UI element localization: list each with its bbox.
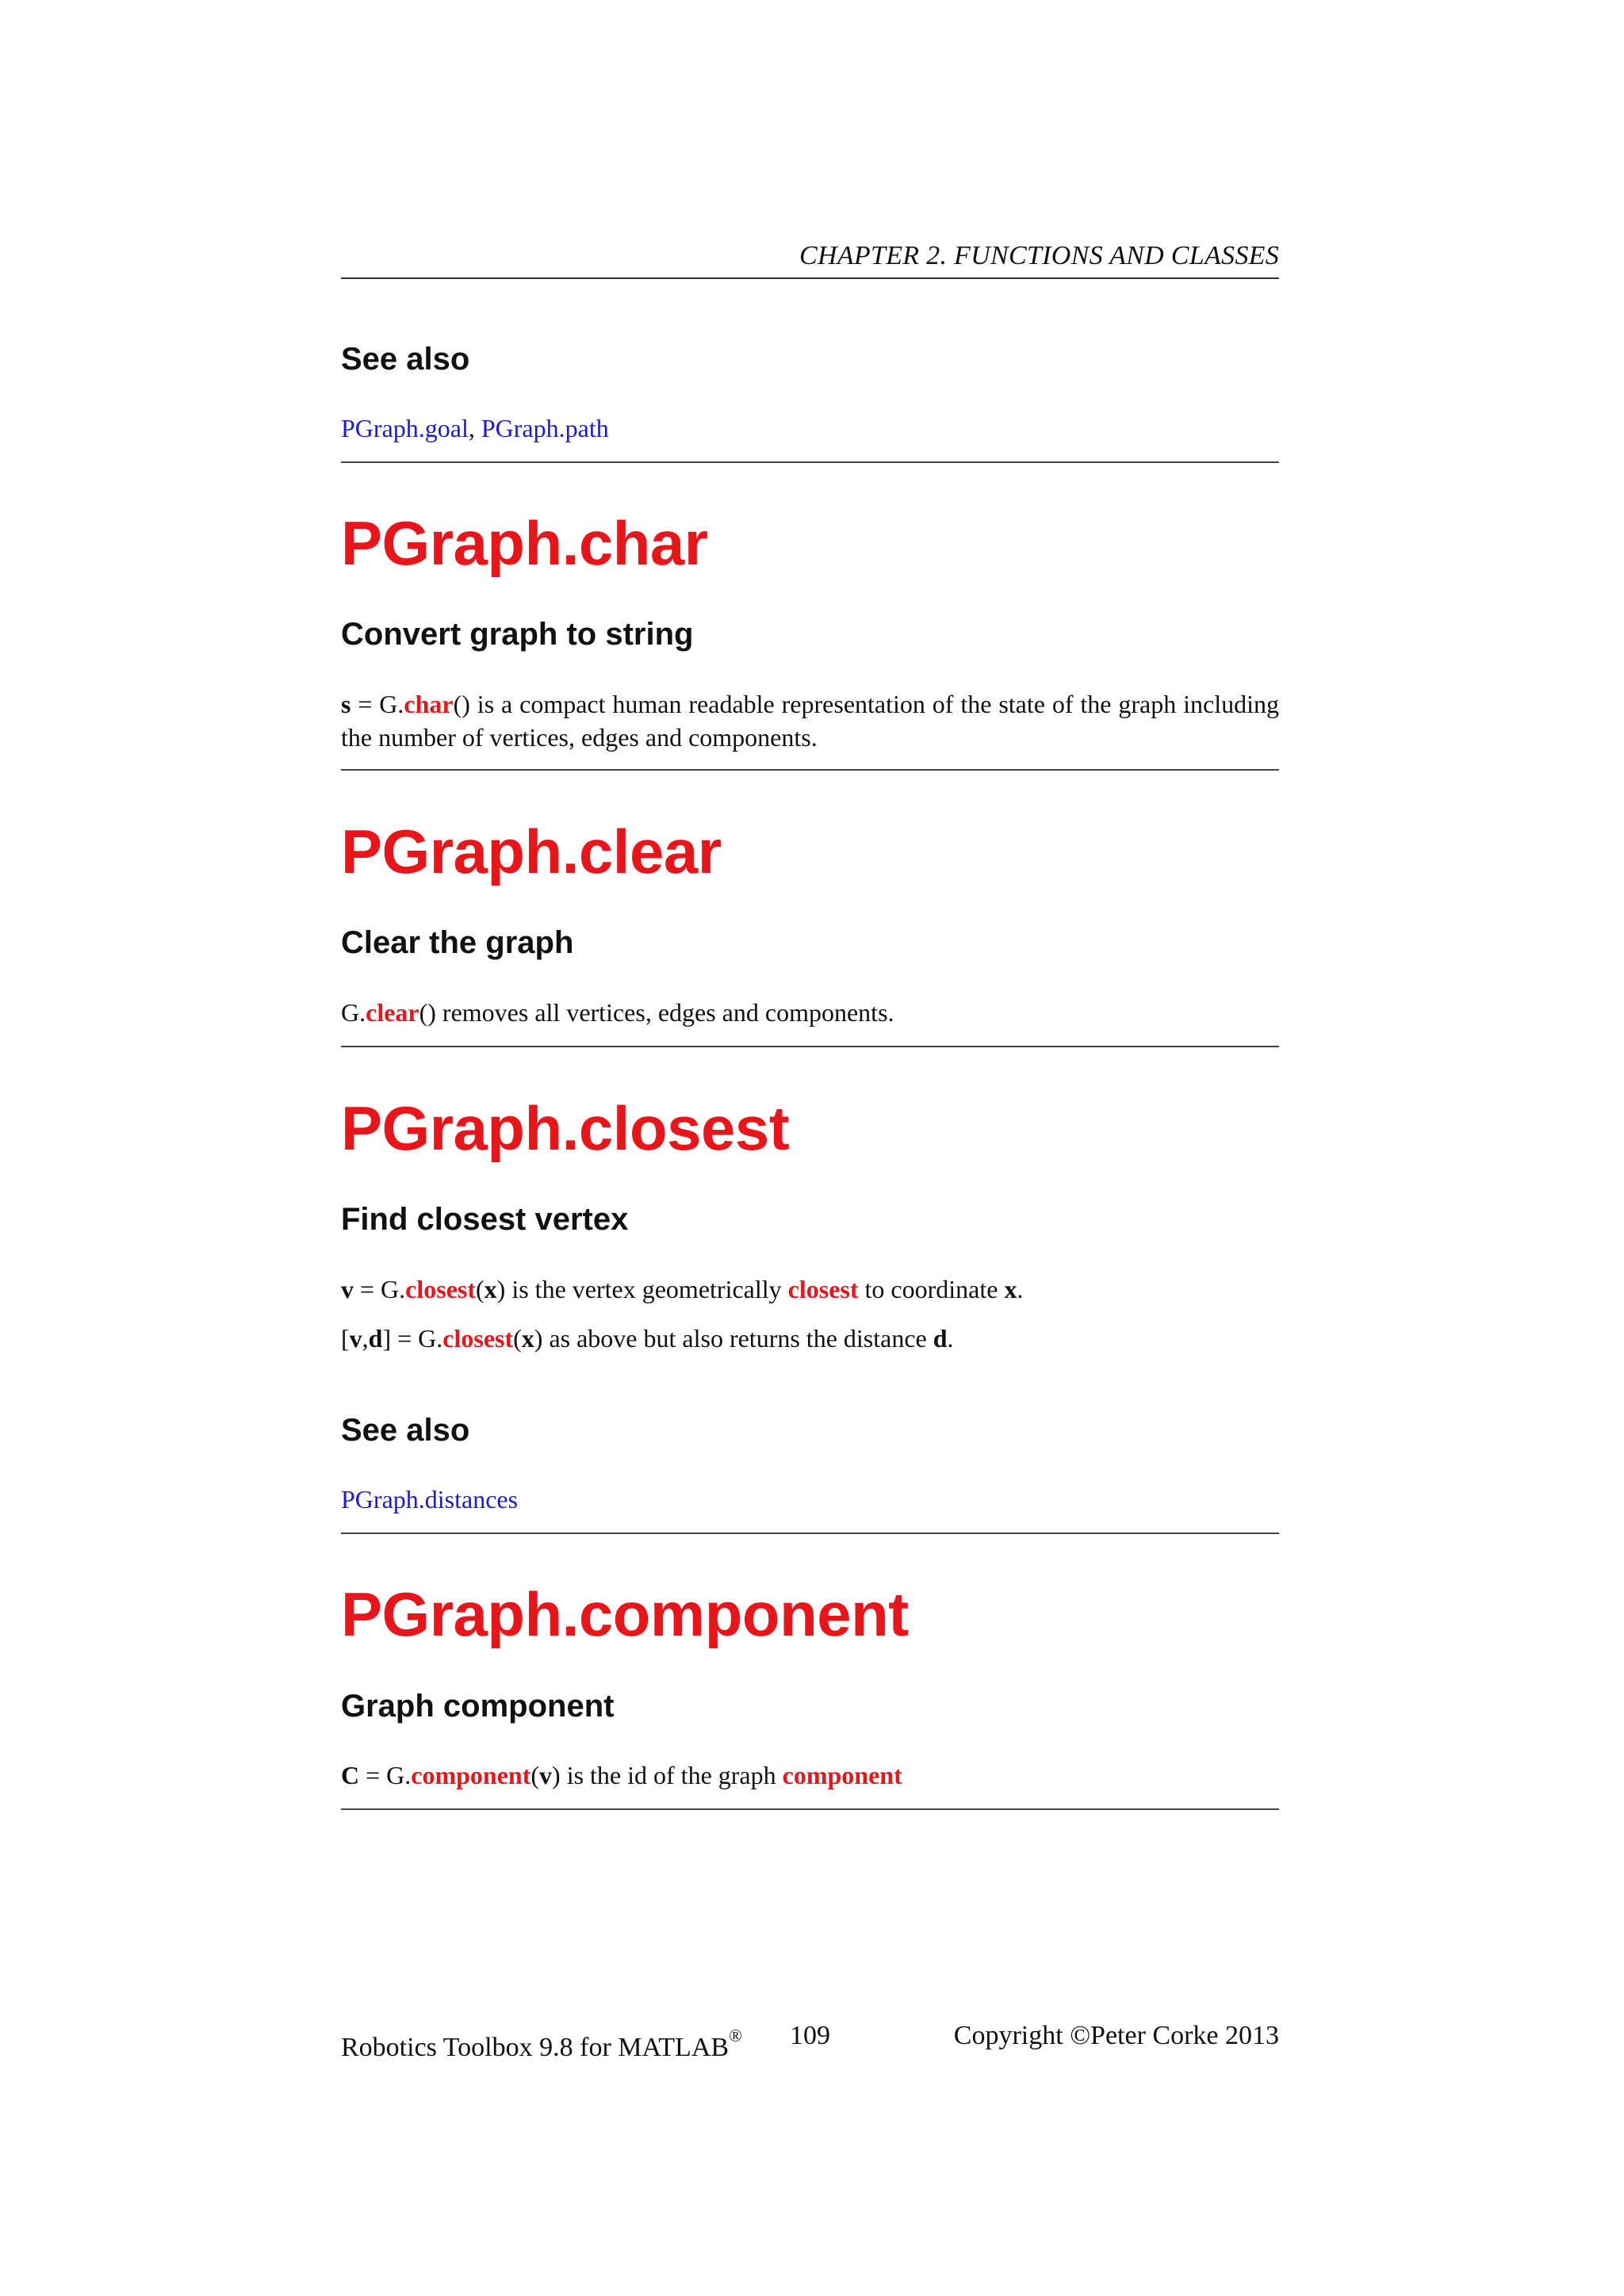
- section-divider: [341, 1808, 1279, 1810]
- see-also-links: [341, 1483, 1279, 1516]
- entry-description-component: [341, 1758, 1279, 1792]
- text-fragment: G.: [341, 998, 366, 1027]
- var-v: v: [539, 1761, 553, 1789]
- footer-title-text: Robotics Toolbox 9.8 for MATLAB: [341, 2033, 730, 2062]
- text-fragment: = G.: [359, 1761, 412, 1789]
- fn-closest: closest: [442, 1324, 514, 1353]
- var-x: x: [484, 1275, 497, 1303]
- link-pgraph-goal[interactable]: PGraph.goal: [341, 414, 469, 442]
- page-number: 109: [790, 2021, 830, 2050]
- section-divider: [341, 461, 1279, 463]
- copyright-symbol: ©: [1070, 2021, 1091, 2050]
- text-fragment: (: [530, 1761, 540, 1789]
- see-also-heading: See also: [341, 342, 470, 377]
- entry-subtitle-component: Graph component: [341, 1689, 615, 1724]
- text-fragment: = G.: [350, 690, 404, 718]
- text-fragment: ) is the id of the graph: [552, 1761, 783, 1789]
- keyword-closest: closest: [787, 1275, 859, 1303]
- see-also-links: [341, 411, 1279, 445]
- text-fragment: [: [341, 1324, 350, 1353]
- see-also-heading: See also: [341, 1413, 470, 1448]
- section-divider: [341, 769, 1279, 771]
- entry-description-clear: [341, 996, 1279, 1029]
- text-fragment: to coordinate: [858, 1275, 1005, 1303]
- entry-subtitle-closest: Find closest vertex: [341, 1202, 629, 1237]
- entry-description-closest-2: [341, 1322, 1279, 1355]
- section-divider: [341, 1046, 1279, 1047]
- entry-title-char: PGraph.char: [341, 508, 708, 578]
- text-fragment: Peter Corke 2013: [1090, 2021, 1279, 2050]
- var-d: d: [933, 1324, 948, 1353]
- var-v: v: [341, 1275, 354, 1303]
- link-pgraph-distances[interactable]: PGraph.distances: [341, 1485, 519, 1513]
- text-fragment: Copyright: [953, 2021, 1071, 2050]
- var-x: x: [521, 1324, 534, 1353]
- var-x: x: [1004, 1275, 1017, 1303]
- entry-title-component: PGraph.component: [341, 1579, 909, 1649]
- text-fragment: (: [513, 1324, 522, 1353]
- entry-title-clear: PGraph.clear: [341, 817, 722, 886]
- entry-description-closest-1: [341, 1272, 1279, 1306]
- entry-subtitle-clear: Clear the graph: [341, 925, 574, 960]
- text-fragment: () removes all vertices, edges and components.: [419, 998, 894, 1027]
- text-fragment: .: [947, 1324, 954, 1353]
- fn-char: char: [404, 690, 454, 718]
- text-fragment: ) as above but also returns the distance: [534, 1324, 933, 1353]
- footer-book-title: [341, 2018, 742, 2066]
- registered-mark: ®: [729, 2026, 742, 2045]
- entry-description-char: [341, 687, 1279, 754]
- keyword-component: component: [782, 1761, 902, 1789]
- text-fragment: () is a compact human readable representation of the state of the graph including the number of vertices, edges and components.: [341, 690, 1279, 752]
- text-fragment: .: [1017, 1275, 1024, 1303]
- entry-subtitle-char: Convert graph to string: [341, 617, 694, 652]
- text-fragment: = G.: [354, 1275, 406, 1303]
- text-fragment: (: [476, 1275, 485, 1303]
- footer-copyright: [954, 2018, 1279, 2054]
- fn-closest: closest: [405, 1275, 477, 1303]
- text-fragment: ] = G.: [382, 1324, 443, 1353]
- var-v: v: [349, 1324, 362, 1353]
- fn-component: component: [411, 1761, 531, 1789]
- entry-title-closest: PGraph.closest: [341, 1093, 790, 1163]
- var-c: C: [341, 1761, 360, 1789]
- var-s: s: [341, 690, 351, 718]
- link-separator: ,: [468, 414, 481, 442]
- var-d: d: [368, 1324, 383, 1353]
- section-divider: [341, 1533, 1279, 1534]
- link-pgraph-path[interactable]: PGraph.path: [481, 414, 609, 442]
- fn-clear: clear: [366, 998, 419, 1027]
- text-fragment: ) is the vertex geometrically: [496, 1275, 788, 1303]
- text-fragment: ,: [362, 1324, 369, 1353]
- running-header: CHAPTER 2. FUNCTIONS AND CLASSES: [341, 238, 1279, 279]
